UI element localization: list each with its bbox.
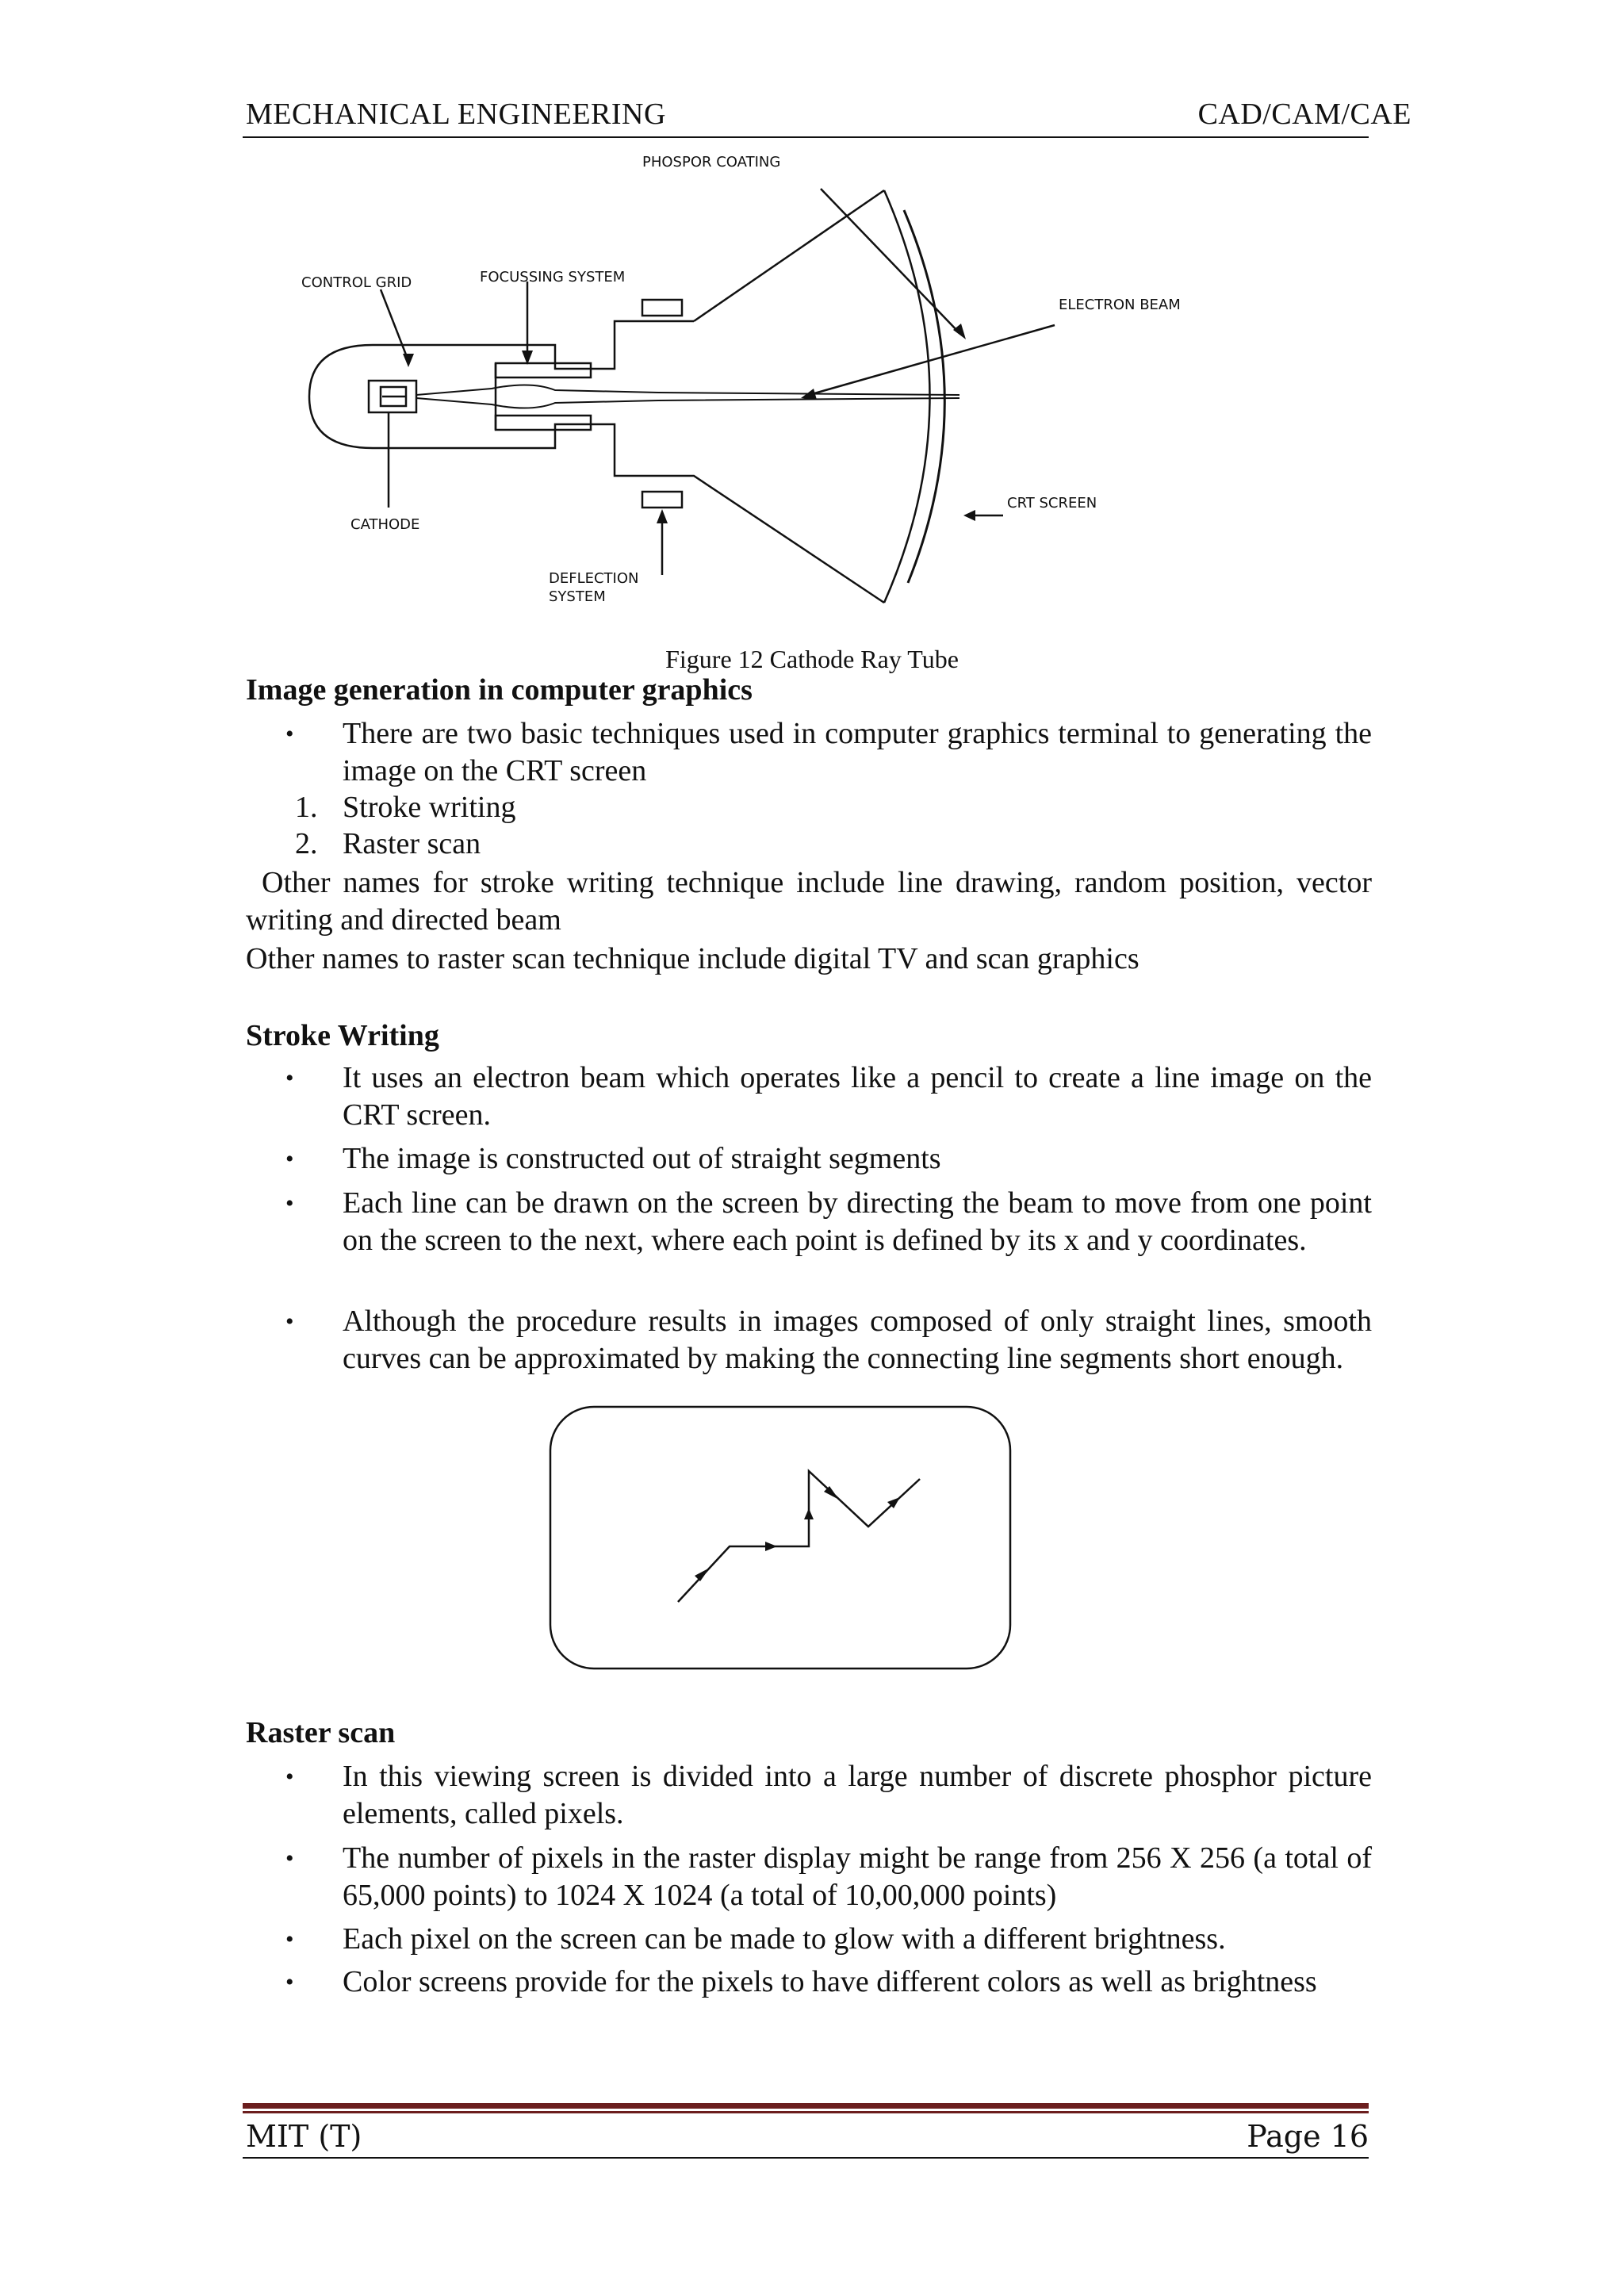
paragraph-stroke-names: Other names for stroke writing technique include line drawing, random position, vector writing and directed beam: [246, 866, 1372, 937]
crt-diagram: [293, 143, 1229, 642]
header-right: CAD/CAM/CAE: [1197, 98, 1411, 131]
bullet-mark: •: [285, 1969, 294, 1995]
deflection-plate-bottom: [642, 492, 682, 508]
bullet-text: Each line can be drawn on the screen by directing the beam to move from one point on the screen to the next, where each point is defined by its x and y coordinates.: [343, 1186, 1372, 1257]
list-item: [285, 1921, 1372, 1958]
label-crt-screen: CRT SCREEN: [1007, 495, 1097, 511]
bullet-mark: •: [285, 1764, 294, 1790]
numbered-item: [295, 789, 515, 826]
beam-upper: [416, 385, 959, 395]
bullet-text: In this viewing screen is divided into a large number of discrete phosphor picture elements, called pixels.: [343, 1760, 1372, 1830]
item-text: Raster scan: [343, 827, 481, 860]
tube-upper-flare: [694, 190, 884, 321]
bullet-mark: •: [285, 1308, 294, 1335]
list-item: [285, 1758, 1372, 1833]
list-item: [285, 1140, 1372, 1178]
label-deflection-2: SYSTEM: [549, 588, 606, 605]
list-item: [285, 1185, 1372, 1259]
footer-page-number: Page 16: [1247, 2119, 1369, 2154]
list-item: [285, 1059, 1372, 1134]
label-deflection-1: DEFLECTION: [549, 570, 639, 587]
label-phosphor-coating: PHOSPOR COATING: [642, 154, 781, 170]
footer-rule: [243, 2157, 1369, 2159]
bullet-text: Each pixel on the screen can be made to glow with a different brightness.: [343, 1922, 1226, 1956]
footer-band: [243, 2103, 1369, 2109]
bullet-mark: •: [285, 1065, 294, 1091]
bullet-text: It uses an electron beam which operates like a pencil to create a line image on the CRT screen.: [343, 1061, 1372, 1132]
list-item: [285, 1303, 1372, 1377]
bullet-text: There are two basic techniques used in computer graphics terminal to generating the image on the CRT screen: [343, 717, 1372, 787]
bullet-mark: •: [285, 1845, 294, 1872]
beam-lower: [416, 398, 959, 408]
screen-frame: [550, 1407, 1010, 1669]
focussing-plate-top: [496, 363, 591, 377]
list-item: [285, 1964, 1372, 2001]
item-number: 1.: [295, 791, 318, 824]
deflection-plate-top: [642, 300, 682, 316]
paragraph-raster-names: Other names to raster scan technique include digital TV and scan graphics: [246, 942, 1139, 975]
tube-outline: [309, 321, 884, 603]
bullet-text: The number of pixels in the raster display might be range from 256 X 256 (a total of 65,000 points) to 1024 X 1024 (a total of 10,00,000 points): [343, 1841, 1372, 1912]
figure-caption: Figure 12 Cathode Ray Tube: [665, 645, 959, 673]
numbered-item: [295, 826, 481, 863]
bullet-mark: •: [285, 1190, 294, 1216]
bullet-mark: •: [285, 1926, 294, 1952]
label-electron-beam: ELECTRON BEAM: [1059, 297, 1181, 313]
footer-band-thin: [243, 2111, 1369, 2113]
bullet-mark: •: [285, 1146, 294, 1172]
section-title-image-generation: Image generation in computer graphics: [246, 673, 753, 707]
bullet-text: Color screens provide for the pixels to have different colors as well as brightness: [343, 1965, 1317, 1998]
footer-left: MIT (T): [246, 2119, 362, 2154]
focussing-plate-bottom: [496, 416, 591, 430]
header-rule: [243, 136, 1369, 138]
bullet-text: Although the procedure results in images composed of only straight lines, smooth curves can be approximated by making the connecting line segments short enough.: [343, 1305, 1372, 1375]
bullet-text: The image is constructed out of straight segments: [343, 1142, 941, 1175]
header-left: MECHANICAL ENGINEERING: [246, 98, 666, 131]
label-control-grid: CONTROL GRID: [301, 274, 412, 291]
phosphor-coating-arc: [904, 210, 944, 583]
stroke-writing-diagram: [547, 1404, 1023, 1681]
item-text: Stroke writing: [343, 791, 516, 824]
list-item: [285, 715, 1372, 790]
bullet-mark: •: [285, 721, 294, 747]
section-title-raster-scan: Raster scan: [246, 1716, 396, 1749]
stroke-path: [678, 1471, 920, 1602]
stroke-direction-arrows: [695, 1486, 900, 1581]
section-title-stroke-writing: Stroke Writing: [246, 1019, 439, 1052]
list-item: [285, 1840, 1372, 1914]
label-cathode: CATHODE: [350, 516, 420, 533]
item-number: 2.: [295, 827, 318, 860]
label-focussing-system: FOCUSSING SYSTEM: [480, 269, 626, 285]
